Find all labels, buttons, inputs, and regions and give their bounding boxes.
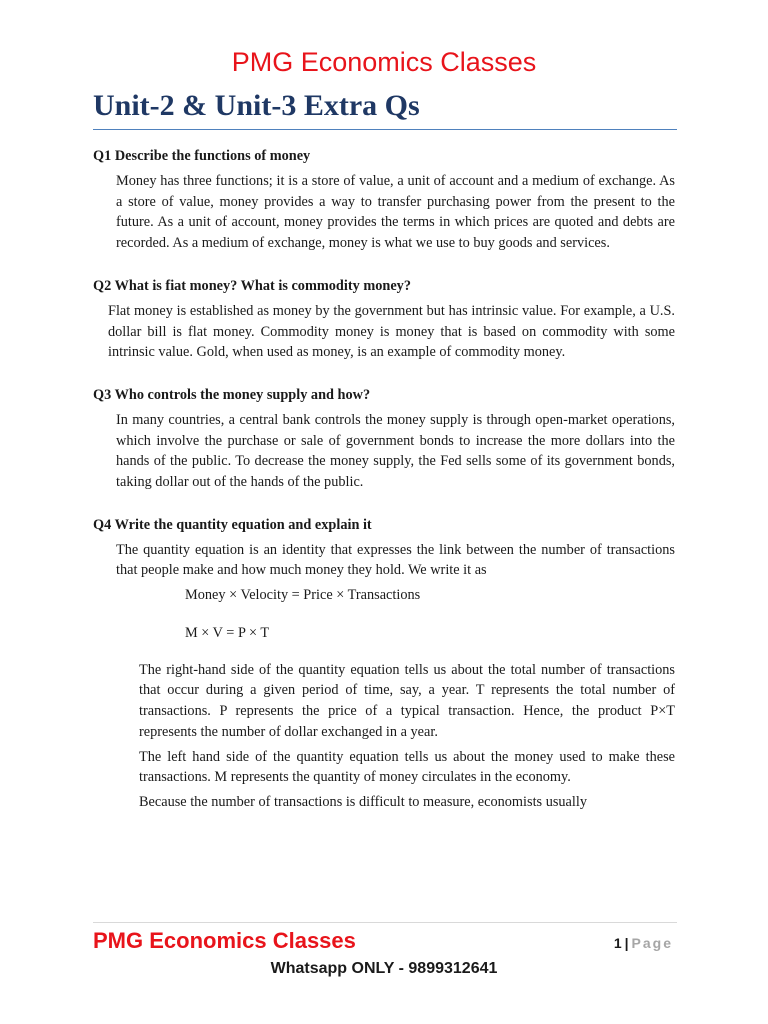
whatsapp-contact: Whatsapp ONLY - 9899312641 <box>270 960 498 977</box>
answer-4-para-2: The left hand side of the quantity equation tells us about the money used to make these transactions. M represents the quantity of money circulates in the economy. <box>139 748 675 786</box>
answer-4-para-3: Because the number of transactions is difficult to measure, economists usually <box>139 793 587 810</box>
answer-3: In many countries, a central bank controls the money supply is through open-market operations, which involve the purchase or sale of government bonds to increase the more dollars into the hands of the public. To decrease the money supply, the Fed sells some of its government bonds, taking dollar out of the hands of the public. <box>116 411 675 491</box>
footer-divider <box>93 922 677 923</box>
question-2: Q2 What is fiat money? What is commodity money? <box>93 277 411 294</box>
question-3: Q3 Who controls the money supply and how? <box>93 386 371 403</box>
answer-2: Flat money is established as money by the government but has intrinsic value. For example, a U.S. dollar bill is flat money. Commodity money is money that is based on commodity with some intrinsic value. Gold, when used as money, is an example of commodity money. <box>108 302 675 361</box>
page-title: Unit-2 & Unit-3 Extra Qs <box>93 89 420 122</box>
page-separator: | <box>624 935 629 951</box>
title-divider <box>93 129 677 130</box>
answer-1: Money has three functions; it is a store of value, a unit of account and a medium of exchange. As a store of value, money provides a way to transfer purchasing power from the present to the future. As a unit of account, money provides the terms in which prices are quoted and debts are recorded. As a medium of exchange, money is what we use to buy goods and services. <box>116 173 675 252</box>
header-brand: PMG Economics Classes <box>231 47 537 77</box>
question-1: Q1 Describe the functions of money <box>93 148 311 164</box>
page-number-value: 1 <box>613 935 622 951</box>
answer-4-intro: The quantity equation is an identity that expresses the link between the number of transactions that people make and how much money they hold. We write it as <box>116 541 675 579</box>
equation-symbols: M × V = P × T <box>185 625 270 642</box>
answer-4-para-1: The right-hand side of the quantity equation tells us about the total number of transactions that occur during a given period of time, say, a year. T represents the total number of transactions. P represents the price of a typical transaction. Hence, the product P×T represents the number of dollar exchanged in a year. <box>139 661 675 740</box>
page-number <box>614 932 673 954</box>
page-word: Page <box>631 935 673 951</box>
equation-words: Money × Velocity = Price × Transactions <box>185 587 421 604</box>
question-4: Q4 Write the quantity equation and explain it <box>93 516 372 533</box>
document-body <box>93 146 675 813</box>
footer-brand: PMG Economics Classes <box>93 928 356 953</box>
